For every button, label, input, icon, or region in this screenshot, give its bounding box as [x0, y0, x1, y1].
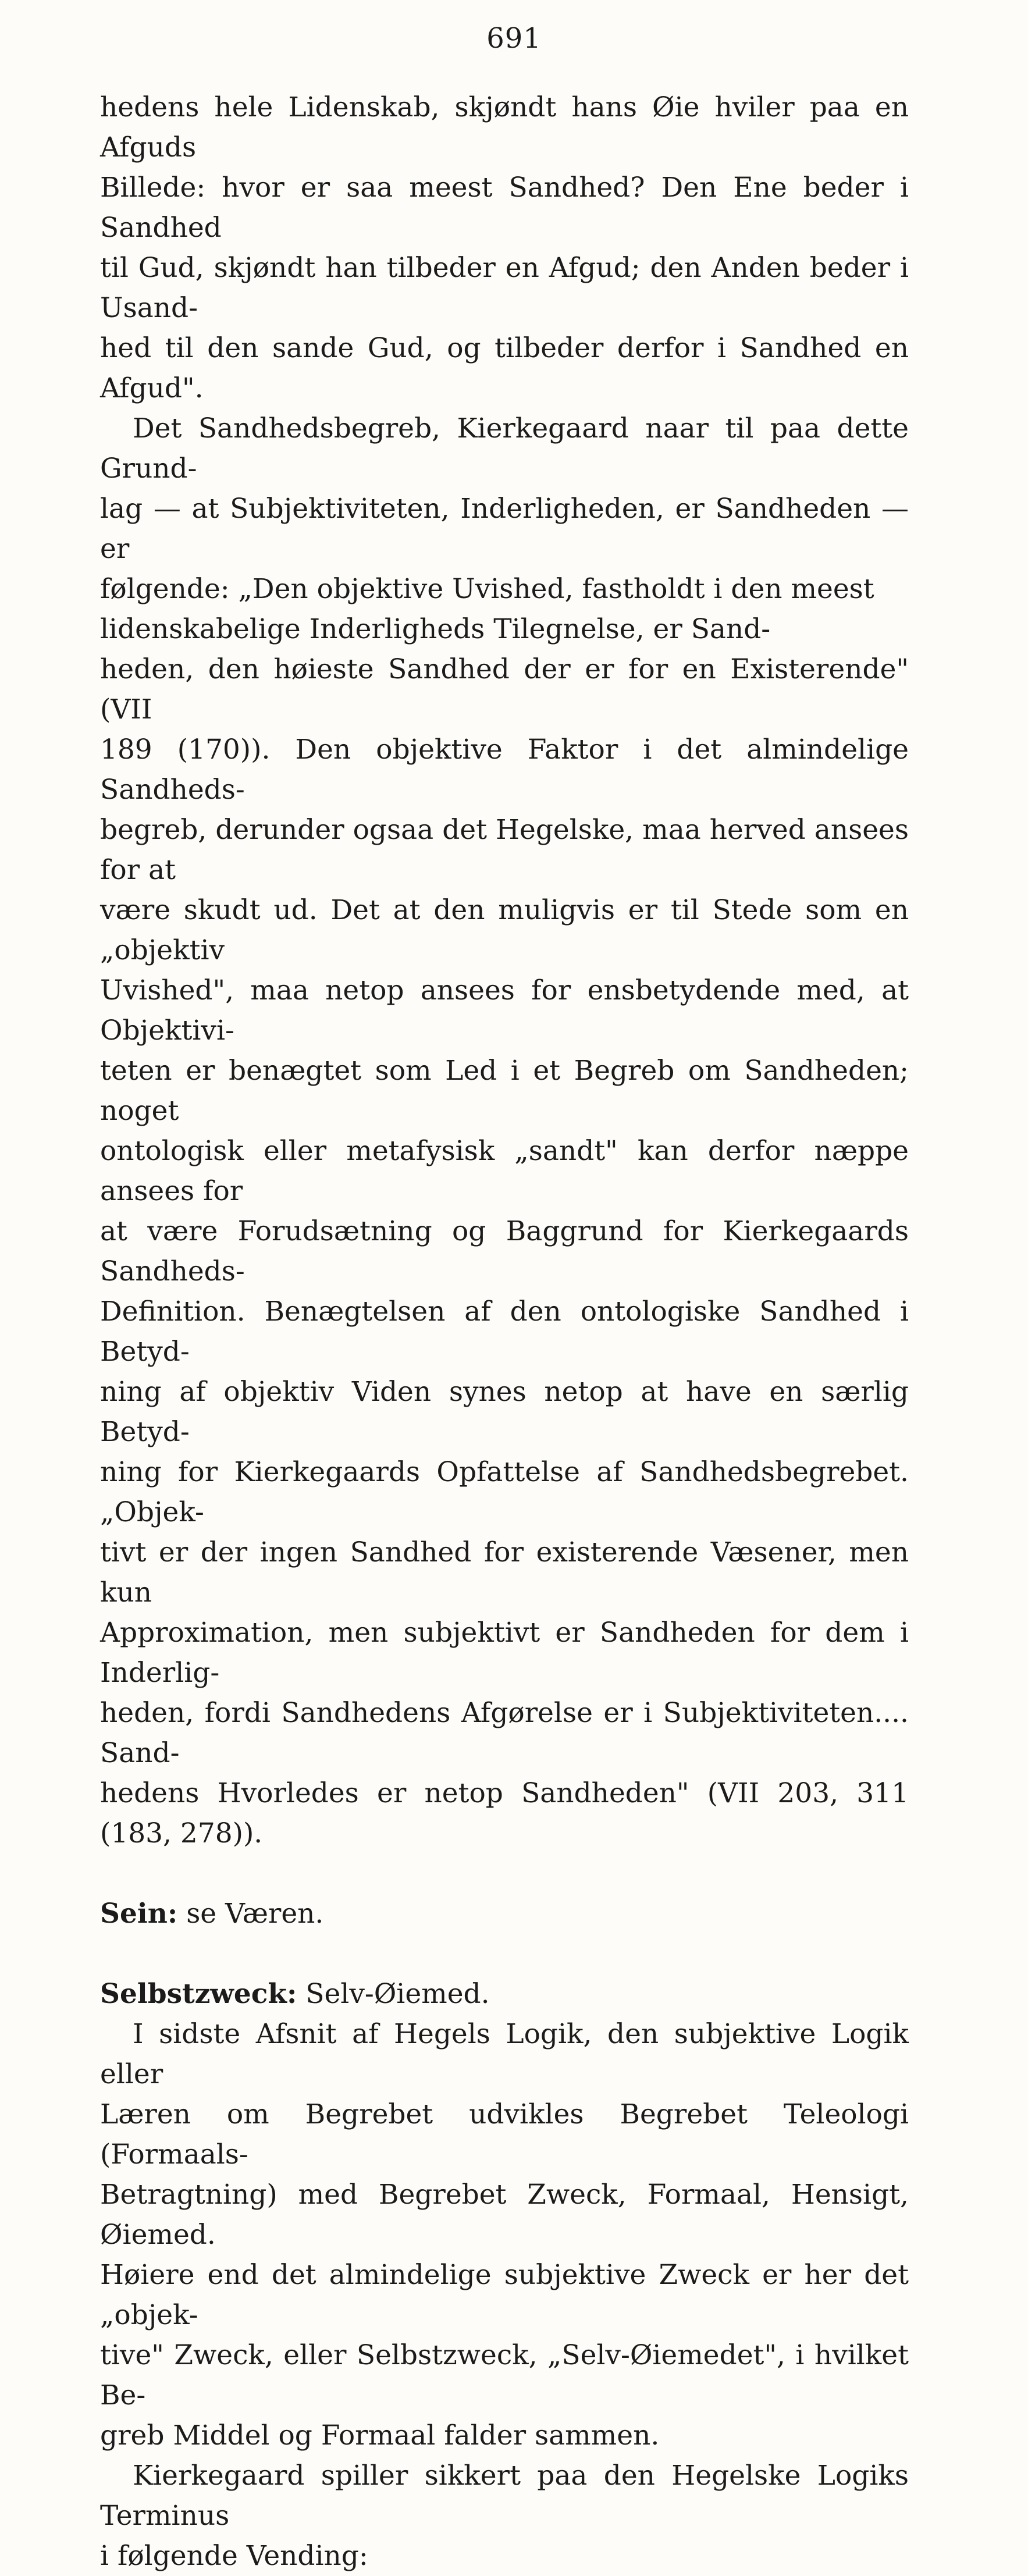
text-line: hedens hele Lidenskab, skjøndt hans Øie hviler paa en Afguds: [100, 91, 909, 163]
text-line: Læren om Begrebet udvikles Begrebet Teleologi (Formaals-: [100, 2098, 909, 2171]
text-line: Approximation, men subjektivt er Sandheden for dem i Inderlig-: [100, 1617, 909, 1689]
entry-gloss: Selv-Øiemed.: [305, 1978, 490, 2010]
text-line: I sidste Afsnit af Hegels Logik, den subjektive Logik eller: [100, 2018, 909, 2090]
text-line: lag — at Subjektiviteten, Inderligheden, er Sandheden — er: [100, 493, 909, 565]
paragraph-selbstzweck: [100, 2014, 909, 2576]
body-text: [100, 87, 909, 2576]
text-line: hed til den sande Gud, og tilbeder derfor i Sandhed en Afgud".: [100, 332, 909, 404]
text-line: at være Forudsætning og Baggrund for Kierkegaards Sandheds-: [100, 1215, 909, 1287]
text-line: 189 (170)). Den objektive Faktor i det almindelige Sandheds-: [100, 734, 909, 806]
text-line: Det Sandhedsbegreb, Kierkegaard naar til paa dette Grund-: [100, 412, 909, 485]
text-line: tive" Zweck, eller Selbstzweck, „Selv-Øiemedet", i hvilket Be-: [100, 2339, 909, 2411]
text-line: ontologisk eller metafysisk „sandt" kan derfor næppe ansees for: [100, 1135, 909, 1207]
text-line: hedens Hvorledes er netop Sandheden" (VII 203, 311 (183, 278)).: [100, 1777, 909, 1849]
text-line: til Gud, skjøndt han tilbeder en Afgud; den Anden beder i Usand-: [100, 252, 909, 324]
page-number: 691: [486, 22, 542, 55]
text-line: i følgende Vending:: [100, 2540, 368, 2572]
text-line: heden, den høieste Sandhed der er for en Existerende" (VII: [100, 653, 909, 725]
text-line: tivt er der ingen Sandhed for existerende Væsener, men kun: [100, 1536, 909, 1609]
entry-gloss: se Væren.: [186, 1898, 324, 1930]
text-line: lidenskabelige Inderligheds Tilegnelse, er Sand-: [100, 613, 771, 645]
text-line: ning for Kierkegaards Opfattelse af Sandhedsbegrebet. „Objek-: [100, 1456, 909, 1528]
text-line: Definition. Benægtelsen af den ontologiske Sandhed i Betyd-: [100, 1296, 909, 1368]
text-line: Høiere end det almindelige subjektive Zweck er her det „objek-: [100, 2259, 909, 2331]
text-line: heden, fordi Sandhedens Afgørelse er i Subjektiviteten.... Sand-: [100, 1697, 909, 1769]
text-line: Betragtning) med Begrebet Zweck, Formaal, Hensigt, Øiemed.: [100, 2179, 909, 2251]
text-line: Kierkegaard spiller sikkert paa den Hegelske Logiks Terminus: [100, 2460, 909, 2532]
text-line: være skudt ud. Det at den muligvis er til Stede som en „objektiv: [100, 894, 909, 966]
text-line: følgende: „Den objektive Uvished, fastholdt i den meest: [100, 573, 874, 605]
text-line: begreb, derunder ogsaa det Hegelske, maa herved ansees for at: [100, 814, 909, 886]
entry-headword: Sein:: [100, 1898, 178, 1930]
text-line: teten er benægtet som Led i et Begreb om Sandheden; noget: [100, 1055, 909, 1127]
paragraph-continuation: [100, 87, 909, 408]
entry-selbstzweck: [100, 1974, 909, 2014]
text-line: Billede: hvor er saa meest Sandhed? Den Ene beder i Sandhed: [100, 172, 909, 244]
entry-headword: Selbstzweck:: [100, 1978, 297, 2010]
text-line: ning af objektiv Viden synes netop at have en særlig Betyd-: [100, 1376, 909, 1448]
paragraph-truth-concept: [100, 408, 909, 1853]
text-line: greb Middel og Formaal falder sammen.: [100, 2420, 660, 2452]
text-line: Uvished", maa netop ansees for ensbetydende med, at Objektivi-: [100, 974, 909, 1047]
entry-sein: [100, 1894, 909, 1934]
